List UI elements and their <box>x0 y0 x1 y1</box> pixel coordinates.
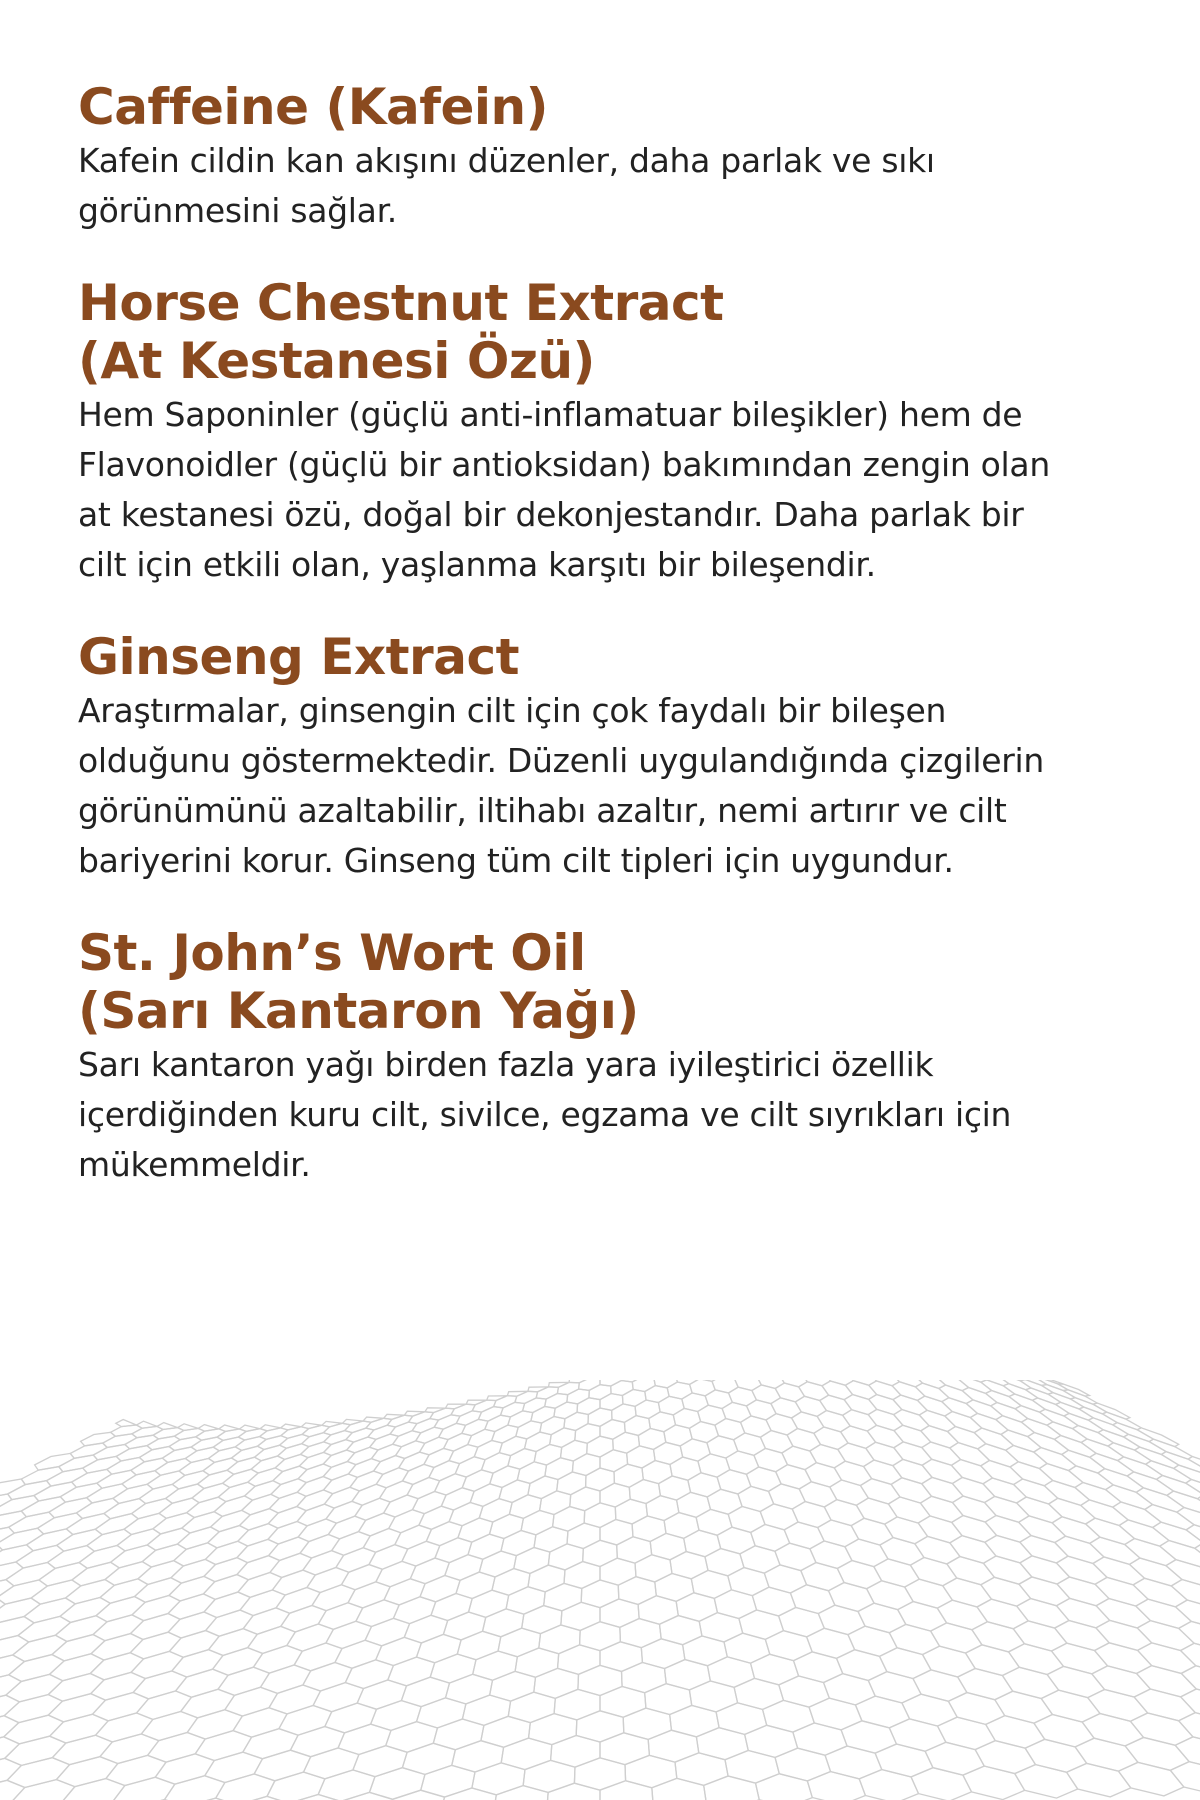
ingredient-caffeine <box>78 78 1138 236</box>
mesh-cell <box>50 1714 109 1743</box>
mesh-cell <box>225 1687 278 1716</box>
mesh-cell <box>751 1524 790 1551</box>
mesh-cell <box>468 1429 495 1447</box>
mesh-cell <box>494 1786 548 1800</box>
mesh-cell <box>0 1655 25 1682</box>
mesh-cell <box>395 1525 432 1549</box>
mesh-cell <box>775 1543 816 1571</box>
mesh-cell <box>1032 1398 1069 1416</box>
mesh-cell <box>137 1691 192 1720</box>
mesh-cell <box>0 1496 39 1516</box>
mesh-cell <box>689 1681 737 1712</box>
mesh-cell <box>0 1511 26 1532</box>
mesh-cell <box>1073 1426 1114 1447</box>
mesh-cell <box>213 1648 263 1676</box>
mesh-cell <box>478 1407 503 1422</box>
mesh-cell <box>572 1454 600 1476</box>
mesh-cell <box>0 1598 5 1623</box>
mesh-cell <box>705 1549 744 1576</box>
mesh-cell <box>499 1436 526 1455</box>
mesh-cell <box>738 1486 774 1511</box>
mesh-cell <box>611 1381 633 1396</box>
mesh-cell <box>165 1776 225 1800</box>
mesh-cell <box>468 1534 504 1559</box>
mesh-cell <box>1119 1520 1169 1546</box>
mesh-cell <box>717 1470 751 1494</box>
mesh-cell <box>490 1466 520 1488</box>
mesh-cell <box>547 1783 600 1800</box>
mesh-cell <box>824 1674 876 1705</box>
mesh-cell <box>485 1415 511 1432</box>
mesh-cell <box>1160 1540 1200 1567</box>
mesh-cell <box>807 1628 855 1658</box>
mesh-cell <box>567 1389 589 1404</box>
mesh-cell <box>1102 1412 1141 1430</box>
mesh-cell <box>470 1484 502 1507</box>
mesh-cell <box>564 1412 588 1430</box>
mesh-cell <box>1070 1398 1106 1414</box>
mesh-cell <box>1098 1430 1140 1450</box>
mesh-cell <box>0 1562 23 1585</box>
mesh-cell <box>1064 1413 1103 1432</box>
mesh-cell <box>96 1713 153 1742</box>
mesh-cell <box>1124 1434 1167 1454</box>
mesh-cell <box>1113 1423 1154 1442</box>
mesh-cell <box>0 1758 21 1788</box>
mesh-cell <box>376 1561 416 1587</box>
mesh-cell <box>1181 1689 1200 1721</box>
mesh-cell <box>253 1645 302 1673</box>
mesh-cell <box>561 1440 588 1461</box>
mesh-cell <box>1176 1600 1200 1629</box>
mesh-cell <box>675 1753 728 1786</box>
mesh-cell <box>1093 1403 1130 1419</box>
mesh-cell <box>716 1703 767 1735</box>
mesh-cell <box>0 1494 12 1514</box>
mesh-cell <box>779 1676 830 1707</box>
mesh-cell <box>336 1548 376 1573</box>
mesh-cell <box>1003 1384 1037 1401</box>
mesh-cell <box>764 1565 806 1593</box>
mesh-cell <box>528 1476 558 1499</box>
mesh-cell <box>269 1685 321 1714</box>
mesh-cell <box>911 1768 971 1800</box>
mesh-cell <box>1088 1418 1128 1437</box>
ingredient-title: Caffeine (Kafein) <box>78 78 548 136</box>
mesh-cell <box>652 1778 706 1800</box>
mesh-cell <box>793 1723 847 1755</box>
mesh-cell <box>7 1758 70 1788</box>
mesh-cell <box>335 1792 393 1800</box>
mesh-cell <box>515 1391 538 1403</box>
mesh-cell <box>0 1528 44 1550</box>
ingredient-st-johns-wort <box>78 924 1138 1190</box>
mesh-cell <box>575 1424 600 1444</box>
mesh-cell <box>756 1774 813 1800</box>
mesh-cell <box>369 1545 408 1570</box>
mesh-cell <box>1039 1464 1083 1488</box>
mesh-cell <box>307 1567 349 1592</box>
mesh-cell <box>1067 1763 1131 1797</box>
mesh-cell <box>554 1402 578 1419</box>
mesh-cell <box>0 1598 40 1623</box>
mesh-cell <box>508 1411 533 1428</box>
mesh-cell <box>760 1504 798 1530</box>
mesh-cell <box>435 1474 467 1495</box>
mesh-cell <box>1048 1393 1084 1409</box>
mesh-cell <box>294 1643 342 1671</box>
mesh-cell <box>474 1440 502 1459</box>
mesh-cell <box>875 1744 933 1777</box>
mesh-cell <box>708 1657 755 1688</box>
mesh-cell <box>717 1527 755 1554</box>
mesh-cell <box>825 1746 882 1779</box>
mesh-cell <box>1026 1388 1061 1405</box>
mesh-cell <box>141 1711 197 1740</box>
mesh-cell <box>494 1396 517 1408</box>
ingredient-ginseng <box>78 628 1138 886</box>
mesh-cell <box>441 1488 474 1510</box>
mesh-cell <box>1079 1407 1117 1425</box>
mesh-cell <box>248 1626 296 1653</box>
mesh-cell <box>734 1678 783 1709</box>
mesh-cell <box>419 1506 454 1529</box>
mesh-cell <box>1171 1580 1200 1609</box>
mesh-cell <box>1188 1457 1200 1478</box>
mesh-cell <box>363 1528 401 1552</box>
mesh-cell <box>1020 1380 1053 1394</box>
mesh-cell <box>589 1385 611 1400</box>
mesh-cell <box>517 1462 546 1484</box>
mesh-cell <box>1179 1713 1200 1745</box>
mesh-cell <box>499 1480 530 1503</box>
mesh-cell <box>426 1522 462 1546</box>
mesh-cell <box>429 1461 460 1481</box>
mesh-cell <box>267 1772 325 1800</box>
mesh-cell <box>482 1453 511 1474</box>
mesh-cell <box>209 1629 258 1656</box>
mesh-cell <box>176 1669 229 1697</box>
mesh-cell <box>435 1538 472 1563</box>
mesh-cell <box>936 1380 969 1391</box>
mesh-cell <box>384 1495 419 1517</box>
mesh-cell <box>479 1499 512 1523</box>
mesh-cell <box>1135 1447 1179 1468</box>
mesh-cell <box>326 1621 372 1648</box>
mesh-cell <box>1156 1475 1200 1498</box>
mesh-cell <box>545 1393 568 1408</box>
mesh-cell <box>807 1772 865 1800</box>
mesh-cell <box>763 1700 815 1732</box>
mesh-cell <box>52 1735 112 1765</box>
mesh-cell <box>739 1610 784 1640</box>
mesh-cell <box>712 1380 738 1393</box>
mesh-cell <box>133 1671 187 1699</box>
mesh-cell <box>1081 1439 1124 1461</box>
mesh-cell <box>492 1425 519 1443</box>
mesh-cell <box>525 1432 552 1452</box>
ingredient-description: Sarı kantaron yağı birden fazla yara iyileştirici özellik içerdiğinden kuru cilt, sivilce, egzama ve cilt sıyrıkları için mükemmeldir. <box>78 1045 1012 1184</box>
mesh-cell <box>508 1449 536 1470</box>
mesh-cell <box>100 1734 159 1764</box>
mesh-cell <box>809 1698 862 1730</box>
mesh-cell <box>281 1605 326 1632</box>
mesh-cell <box>1167 1491 1200 1515</box>
mesh-cell <box>1040 1409 1079 1429</box>
mesh-cell <box>745 1725 798 1757</box>
mesh-cell <box>728 1568 769 1596</box>
mesh-cell <box>725 1750 779 1783</box>
mesh-cell <box>516 1421 542 1439</box>
mesh-cell <box>462 1419 488 1435</box>
mesh-cell <box>600 1781 653 1800</box>
mesh-cell <box>287 1624 334 1651</box>
mesh-cell <box>1081 1500 1128 1526</box>
mesh-cell <box>728 1506 765 1532</box>
mesh-cell <box>318 1770 375 1800</box>
mesh-cell <box>734 1433 766 1456</box>
mesh-cell <box>181 1689 235 1718</box>
mesh-cell <box>1009 1394 1045 1412</box>
mesh-cell <box>318 1603 362 1630</box>
mesh-cell <box>534 1444 562 1465</box>
mesh-cell <box>1118 1457 1163 1480</box>
mesh-cell <box>389 1510 425 1533</box>
mesh-cell <box>963 1766 1025 1800</box>
mesh-cell <box>276 1587 320 1613</box>
mesh-cell <box>365 1618 410 1646</box>
mesh-cell <box>1170 1762 1200 1796</box>
mesh-cell <box>707 1489 742 1514</box>
mesh-cell <box>11 1780 75 1800</box>
mesh-cell <box>588 1408 612 1426</box>
mesh-cell <box>856 1696 910 1728</box>
mesh-cell <box>794 1652 843 1683</box>
mesh-cell <box>1149 1439 1192 1459</box>
mesh-cell <box>62 1779 125 1800</box>
mesh-cell <box>455 1457 485 1477</box>
mesh-cell <box>1063 1390 1097 1404</box>
mesh-cell <box>187 1710 242 1739</box>
mesh-cell <box>536 1387 558 1399</box>
mesh-cell <box>312 1585 355 1611</box>
mesh-cell <box>557 1382 579 1394</box>
mesh-cell <box>1113 1502 1161 1528</box>
mesh-cell <box>726 1451 759 1474</box>
mesh-cell <box>746 1467 781 1491</box>
mesh-cell <box>577 1398 600 1415</box>
mesh-cell <box>261 1665 311 1694</box>
mesh-cell <box>410 1558 449 1584</box>
mesh-cell <box>600 1420 625 1440</box>
mesh-cell <box>384 1579 425 1605</box>
mesh-cell <box>765 1631 812 1661</box>
mesh-cell <box>449 1502 483 1525</box>
mesh-cell <box>775 1748 830 1781</box>
mesh-cell <box>106 1755 166 1785</box>
mesh-cell <box>545 1458 573 1480</box>
ingredient-description: Hem Saponinler (güçlü anti-inflamatuar bileşikler) hem de Flavonoidler (güçlü bir antioksidan) bakımından zengin olan at kestanesi özü, doğal bir dekonjestandır. Daha parlak bir cilt için etkili olan, yaşlanma karşıtı bir bileşendir. <box>78 395 1050 584</box>
mesh-cell <box>56 1757 117 1787</box>
mesh-cell <box>113 1777 175 1800</box>
mesh-cell <box>388 1790 445 1800</box>
mesh-cell <box>790 1585 835 1614</box>
mesh-cell <box>523 1398 547 1413</box>
mesh-cell <box>0 1737 19 1766</box>
mesh-cell <box>724 1633 770 1663</box>
mesh-cell <box>1108 1443 1151 1465</box>
mesh-cell <box>714 1590 756 1619</box>
ingredient-description: Araştırmalar, ginsengin cilt için çok faydalı bir bileşen olduğunu göstermektedir. Düzenli uygulandığında çizgilerin görünümünü azaltabilir, iltihabı azaltır, nemi artırır ve cilt bariyerini korur. Ginseng tüm cilt tipleri için uygundur. <box>78 691 1044 880</box>
mesh-cell <box>509 1495 541 1519</box>
ingredient-horse-chestnut <box>78 274 1138 590</box>
mesh-cell <box>458 1518 493 1542</box>
mesh-cell <box>218 1667 269 1695</box>
mesh-cell <box>740 1546 780 1574</box>
mesh-cell <box>462 1470 493 1492</box>
ingredient-title: Horse Chestnut Extract (At Kestanesi Özü) <box>78 274 724 390</box>
mesh-cell <box>752 1587 795 1616</box>
mesh-cell <box>841 1721 896 1754</box>
mesh-cell <box>1175 1737 1200 1770</box>
mesh-cell <box>148 1732 206 1762</box>
mesh-cell <box>1146 1461 1192 1484</box>
mesh-cell <box>696 1728 748 1760</box>
mesh-cell <box>393 1597 435 1624</box>
mesh-cell <box>540 1491 571 1515</box>
mesh-cell <box>356 1600 399 1627</box>
mesh-cell <box>420 1575 460 1602</box>
mesh-cell <box>531 1406 555 1423</box>
mesh-cell <box>413 1491 447 1513</box>
mesh-cell <box>1075 1482 1121 1507</box>
mesh-cell <box>779 1607 825 1637</box>
mesh-cell <box>172 1650 223 1678</box>
mesh-cell <box>341 1565 382 1590</box>
mesh-cell <box>0 1544 3 1567</box>
mesh-cell <box>1179 1621 1200 1651</box>
ingredients-content <box>78 78 1138 1228</box>
mesh-cell <box>1056 1402 1094 1420</box>
mesh-cell <box>1118 1762 1184 1796</box>
mesh-cell <box>704 1776 760 1800</box>
mesh-cell <box>407 1477 440 1498</box>
mesh-cell <box>501 1402 525 1417</box>
mesh-cell <box>402 1541 440 1566</box>
mesh-cell <box>751 1654 799 1685</box>
mesh-cell <box>282 1794 341 1800</box>
mesh-cell <box>490 1514 524 1538</box>
ingredient-description: Kafein cildin kan akışını düzenler, daha parlak ve sıkı görünmesini sağlar. <box>78 141 935 230</box>
mesh-cell <box>348 1582 390 1608</box>
mesh-cell <box>600 1394 623 1411</box>
mesh-cell <box>449 1445 478 1464</box>
mesh-cell <box>550 1428 576 1448</box>
mesh-cell <box>0 1580 14 1604</box>
ingredient-title: Ginseng Extract <box>78 628 519 686</box>
mesh-cell <box>1015 1765 1078 1799</box>
mesh-cell <box>540 1417 565 1435</box>
ingredient-title: St. John’s Wort Oil (Sarı Kantaron Yağı) <box>78 924 639 1040</box>
hexagon-mesh-icon <box>0 1380 1200 1800</box>
mesh-cell <box>859 1770 918 1800</box>
mesh-cell <box>1137 1428 1179 1447</box>
